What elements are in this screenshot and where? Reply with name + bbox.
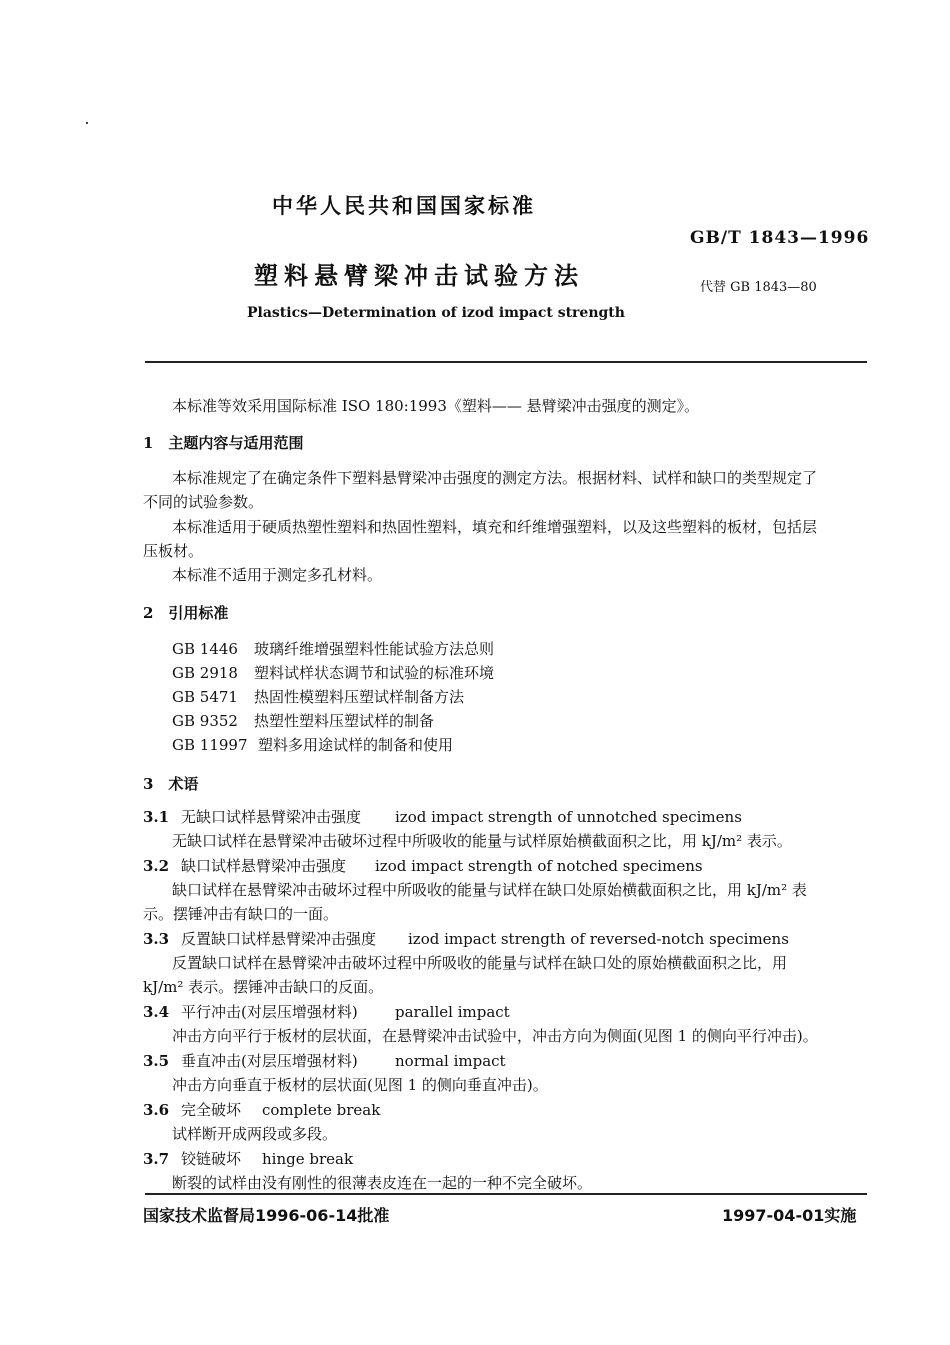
term-name: 完全破坏 xyxy=(181,1101,242,1119)
term-english: izod impact strength of unnotched specimens xyxy=(395,808,742,826)
header-divider xyxy=(145,361,867,363)
term-english: izod impact strength of notched specimens xyxy=(375,857,703,875)
term-definition: 冲击方向平行于板材的层状面，在悬臂梁冲击试验中，冲击方向为侧面(见图 1 的侧向平行冲击)。 xyxy=(172,1027,818,1045)
document-title-cn: 塑料悬臂梁冲击试验方法 xyxy=(254,262,584,290)
term-name: 铰链破坏 xyxy=(181,1150,242,1168)
footer-divider xyxy=(145,1193,867,1195)
term-number: 3.2 xyxy=(143,857,170,875)
section-3-heading: 3 术语 xyxy=(143,775,199,793)
term-english: hinge break xyxy=(262,1150,354,1168)
section-1-heading: 1 主题内容与适用范围 xyxy=(143,434,304,452)
reference-title: 热塑性塑料压塑试样的制备 xyxy=(254,712,435,730)
term-name: 反置缺口试样悬臂梁冲击强度 xyxy=(181,930,377,948)
reference-item xyxy=(172,734,453,755)
term-definition: 断裂的试样由没有刚性的很薄表皮连在一起的一种不完全破坏。 xyxy=(172,1174,593,1192)
term-english: complete break xyxy=(262,1101,381,1119)
section-1-paragraph-line: 本标准不适用于测定多孔材料。 xyxy=(172,566,383,584)
term-number: 3.1 xyxy=(143,808,170,826)
replaces-note: 代替 GB 1843—80 xyxy=(700,280,817,295)
reference-code: GB 5471 xyxy=(172,688,238,706)
scan-speck xyxy=(86,122,88,124)
term-english: parallel impact xyxy=(395,1003,510,1021)
reference-item xyxy=(172,638,494,659)
intro-paragraph: 本标准等效采用国际标准 ISO 180:1993《塑料—— 悬臂梁冲击强度的测定》。 xyxy=(172,397,700,415)
term-definition: 试样断开成两段或多段。 xyxy=(172,1125,338,1143)
reference-item xyxy=(172,710,434,731)
term-number: 3.5 xyxy=(143,1052,170,1070)
section-1-paragraph-line: 本标准适用于硬质热塑性塑料和热固性塑料，填充和纤维增强塑料，以及这些塑料的板材，包括层 xyxy=(172,518,818,536)
term-definition: 反置缺口试样在悬臂梁冲击破坏过程中所吸收的能量与试样在缺口处的原始横截面积之比，用 xyxy=(172,954,788,972)
approval-date: 国家技术监督局1996-06-14批准 xyxy=(143,1206,390,1225)
term-name: 缺口试样悬臂梁冲击强度 xyxy=(181,857,347,875)
standard-code: GB/T 1843—1996 xyxy=(690,228,870,248)
term-english: normal impact xyxy=(395,1052,506,1070)
effective-date: 1997-04-01实施 xyxy=(722,1206,857,1225)
reference-item xyxy=(172,662,494,683)
term-english: izod impact strength of reversed-notch specimens xyxy=(408,930,789,948)
reference-title: 塑料试样状态调节和试验的标准环境 xyxy=(254,664,495,682)
term-number: 3.3 xyxy=(143,930,170,948)
reference-code: GB 11997 xyxy=(172,736,248,754)
term-definition: 示。摆锤冲击有缺口的一面。 xyxy=(143,905,339,923)
document-title-en: Plastics—Determination of izod impact strength xyxy=(247,305,625,321)
term-definition: kJ/m² 表示。摆锤冲击缺口的反面。 xyxy=(143,978,384,996)
term-definition: 冲击方向垂直于板材的层状面(见图 1 的侧向垂直冲击)。 xyxy=(172,1076,548,1094)
term-definition: 无缺口试样在悬臂梁冲击破坏过程中所吸收的能量与试样原始横截面积之比，用 kJ/m² 表示。 xyxy=(172,832,792,850)
term-name: 平行冲击(对层压增强材料) xyxy=(181,1003,358,1021)
term-number: 3.6 xyxy=(143,1101,170,1119)
term-name: 无缺口试样悬臂梁冲击强度 xyxy=(181,808,362,826)
section-1-paragraph-line: 压板材。 xyxy=(143,542,204,560)
reference-code: GB 9352 xyxy=(172,712,238,730)
term-number: 3.4 xyxy=(143,1003,170,1021)
term-number: 3.7 xyxy=(143,1150,170,1168)
section-2-heading: 2 引用标准 xyxy=(143,604,229,622)
term-definition: 缺口试样在悬臂梁冲击破坏过程中所吸收的能量与试样在缺口处原始横截面积之比，用 kJ/m² 表 xyxy=(172,881,807,899)
term-name: 垂直冲击(对层压增强材料) xyxy=(181,1052,358,1070)
reference-item xyxy=(172,686,464,707)
section-1-paragraph-line: 不同的试验参数。 xyxy=(143,493,264,511)
reference-code: GB 1446 xyxy=(172,640,238,658)
reference-title: 玻璃纤维增强塑料性能试验方法总则 xyxy=(254,640,495,658)
reference-code: GB 2918 xyxy=(172,664,238,682)
national-standard-label: 中华人民共和国国家标准 xyxy=(272,194,536,218)
reference-title: 塑料多用途试样的制备和使用 xyxy=(258,736,454,754)
section-1-paragraph-line: 本标准规定了在确定条件下塑料悬臂梁冲击强度的测定方法。根据材料、试样和缺口的类型规定了 xyxy=(172,469,818,487)
reference-title: 热固性模塑料压塑试样制备方法 xyxy=(254,688,465,706)
